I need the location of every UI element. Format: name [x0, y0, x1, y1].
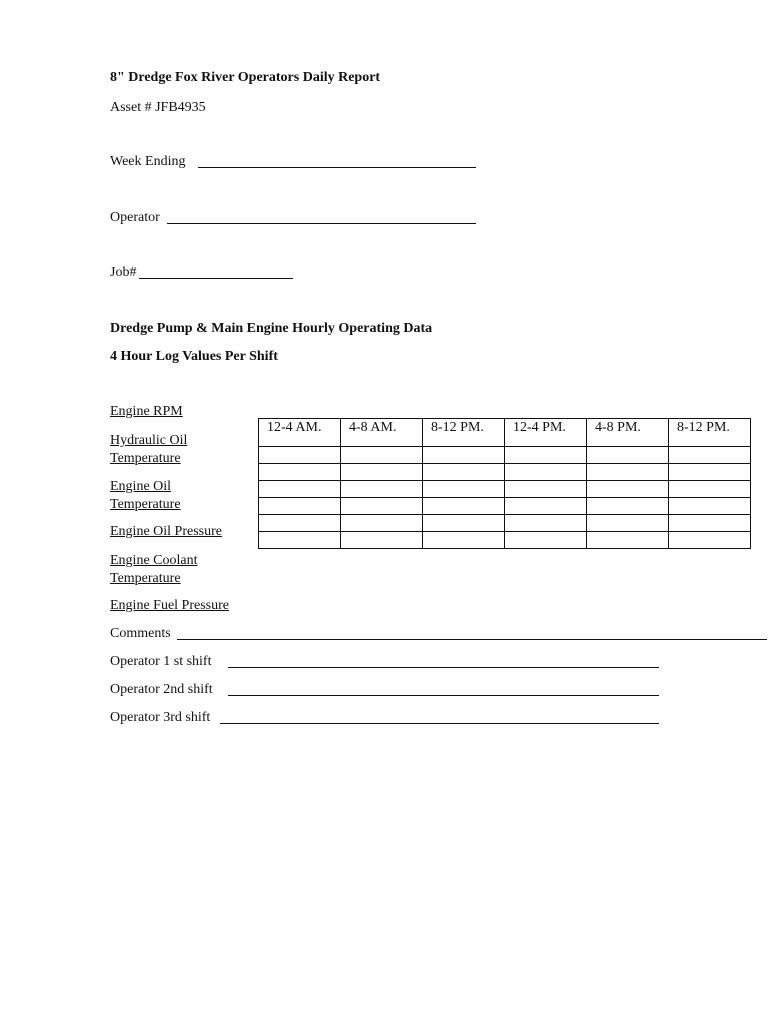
column-header: 4-8 AM. — [341, 419, 423, 447]
table-cell[interactable] — [587, 498, 669, 515]
param-engine-oil-pressure: Engine Oil Pressure — [110, 524, 222, 539]
column-header: 4-8 PM. — [587, 419, 669, 447]
job-field[interactable] — [139, 278, 293, 279]
table-row — [259, 515, 751, 532]
table-cell[interactable] — [259, 464, 341, 481]
table-cell[interactable] — [505, 447, 587, 464]
table-cell[interactable] — [341, 515, 423, 532]
table-cell[interactable] — [587, 447, 669, 464]
table-cell[interactable] — [423, 464, 505, 481]
table-cell[interactable] — [423, 532, 505, 549]
param-hydraulic-oil: Hydraulic Oil — [110, 433, 188, 448]
table-cell[interactable] — [423, 515, 505, 532]
param-engine-coolant: Engine Coolant — [110, 553, 198, 568]
table-cell[interactable] — [341, 464, 423, 481]
operator-2nd-shift-label: Operator 2nd shift — [110, 682, 213, 697]
operator-1st-shift-label: Operator 1 st shift — [110, 654, 212, 669]
table-cell[interactable] — [341, 447, 423, 464]
column-header: 12-4 AM. — [259, 419, 341, 447]
table-cell[interactable] — [505, 481, 587, 498]
operator-field[interactable] — [167, 223, 476, 224]
table-cell[interactable] — [341, 532, 423, 549]
param-engine-coolant-temperature: Temperature — [110, 571, 181, 586]
comments-label: Comments — [110, 626, 171, 641]
operator-2nd-shift-field[interactable] — [228, 695, 659, 696]
hourly-log-table — [258, 418, 751, 549]
week-ending-field[interactable] — [198, 167, 476, 168]
table-cell[interactable] — [505, 498, 587, 515]
table-cell[interactable] — [669, 481, 751, 498]
table-cell[interactable] — [505, 515, 587, 532]
param-hydraulic-oil-temperature: Temperature — [110, 451, 181, 466]
table-cell[interactable] — [669, 464, 751, 481]
table-cell[interactable] — [341, 481, 423, 498]
table-cell[interactable] — [259, 532, 341, 549]
param-engine-rpm: Engine RPM — [110, 404, 183, 419]
table-cell[interactable] — [669, 515, 751, 532]
job-label: Job# — [110, 265, 137, 280]
table-cell[interactable] — [505, 532, 587, 549]
operator-3rd-shift-field[interactable] — [220, 723, 659, 724]
table-cell[interactable] — [669, 498, 751, 515]
table-cell[interactable] — [259, 481, 341, 498]
param-engine-oil: Engine Oil — [110, 479, 172, 494]
table-cell[interactable] — [669, 447, 751, 464]
operator-3rd-shift-label: Operator 3rd shift — [110, 710, 211, 725]
table-cell[interactable] — [669, 532, 751, 549]
asset-number: Asset # JFB4935 — [110, 100, 206, 115]
comments-field[interactable] — [177, 639, 767, 640]
table-row — [259, 532, 751, 549]
table-cell[interactable] — [423, 447, 505, 464]
table-row — [259, 498, 751, 515]
table-cell[interactable] — [259, 515, 341, 532]
operator-label: Operator — [110, 210, 160, 225]
week-ending-label: Week Ending — [110, 154, 186, 169]
table-cell[interactable] — [587, 481, 669, 498]
table-row — [259, 481, 751, 498]
column-header: 12-4 PM. — [505, 419, 587, 447]
column-header: 8-12 PM. — [669, 419, 751, 447]
table-cell[interactable] — [587, 515, 669, 532]
table-cell[interactable] — [341, 498, 423, 515]
table-cell[interactable] — [587, 532, 669, 549]
table-row — [259, 447, 751, 464]
table-cell[interactable] — [587, 464, 669, 481]
table-cell[interactable] — [505, 464, 587, 481]
table-cell[interactable] — [259, 447, 341, 464]
table-row — [259, 464, 751, 481]
operator-1st-shift-field[interactable] — [228, 667, 659, 668]
param-engine-oil-temperature: Temperature — [110, 497, 181, 512]
table-cell[interactable] — [423, 481, 505, 498]
table-cell[interactable] — [423, 498, 505, 515]
report-title: 8" Dredge Fox River Operators Daily Report — [110, 70, 381, 85]
section-title: Dredge Pump & Main Engine Hourly Operating Data — [110, 321, 433, 336]
section-subtitle: 4 Hour Log Values Per Shift — [110, 349, 278, 364]
param-engine-fuel-pressure: Engine Fuel Pressure — [110, 598, 229, 613]
table-cell[interactable] — [259, 498, 341, 515]
column-header: 8-12 PM. — [423, 419, 505, 447]
table-header-row — [259, 419, 751, 447]
